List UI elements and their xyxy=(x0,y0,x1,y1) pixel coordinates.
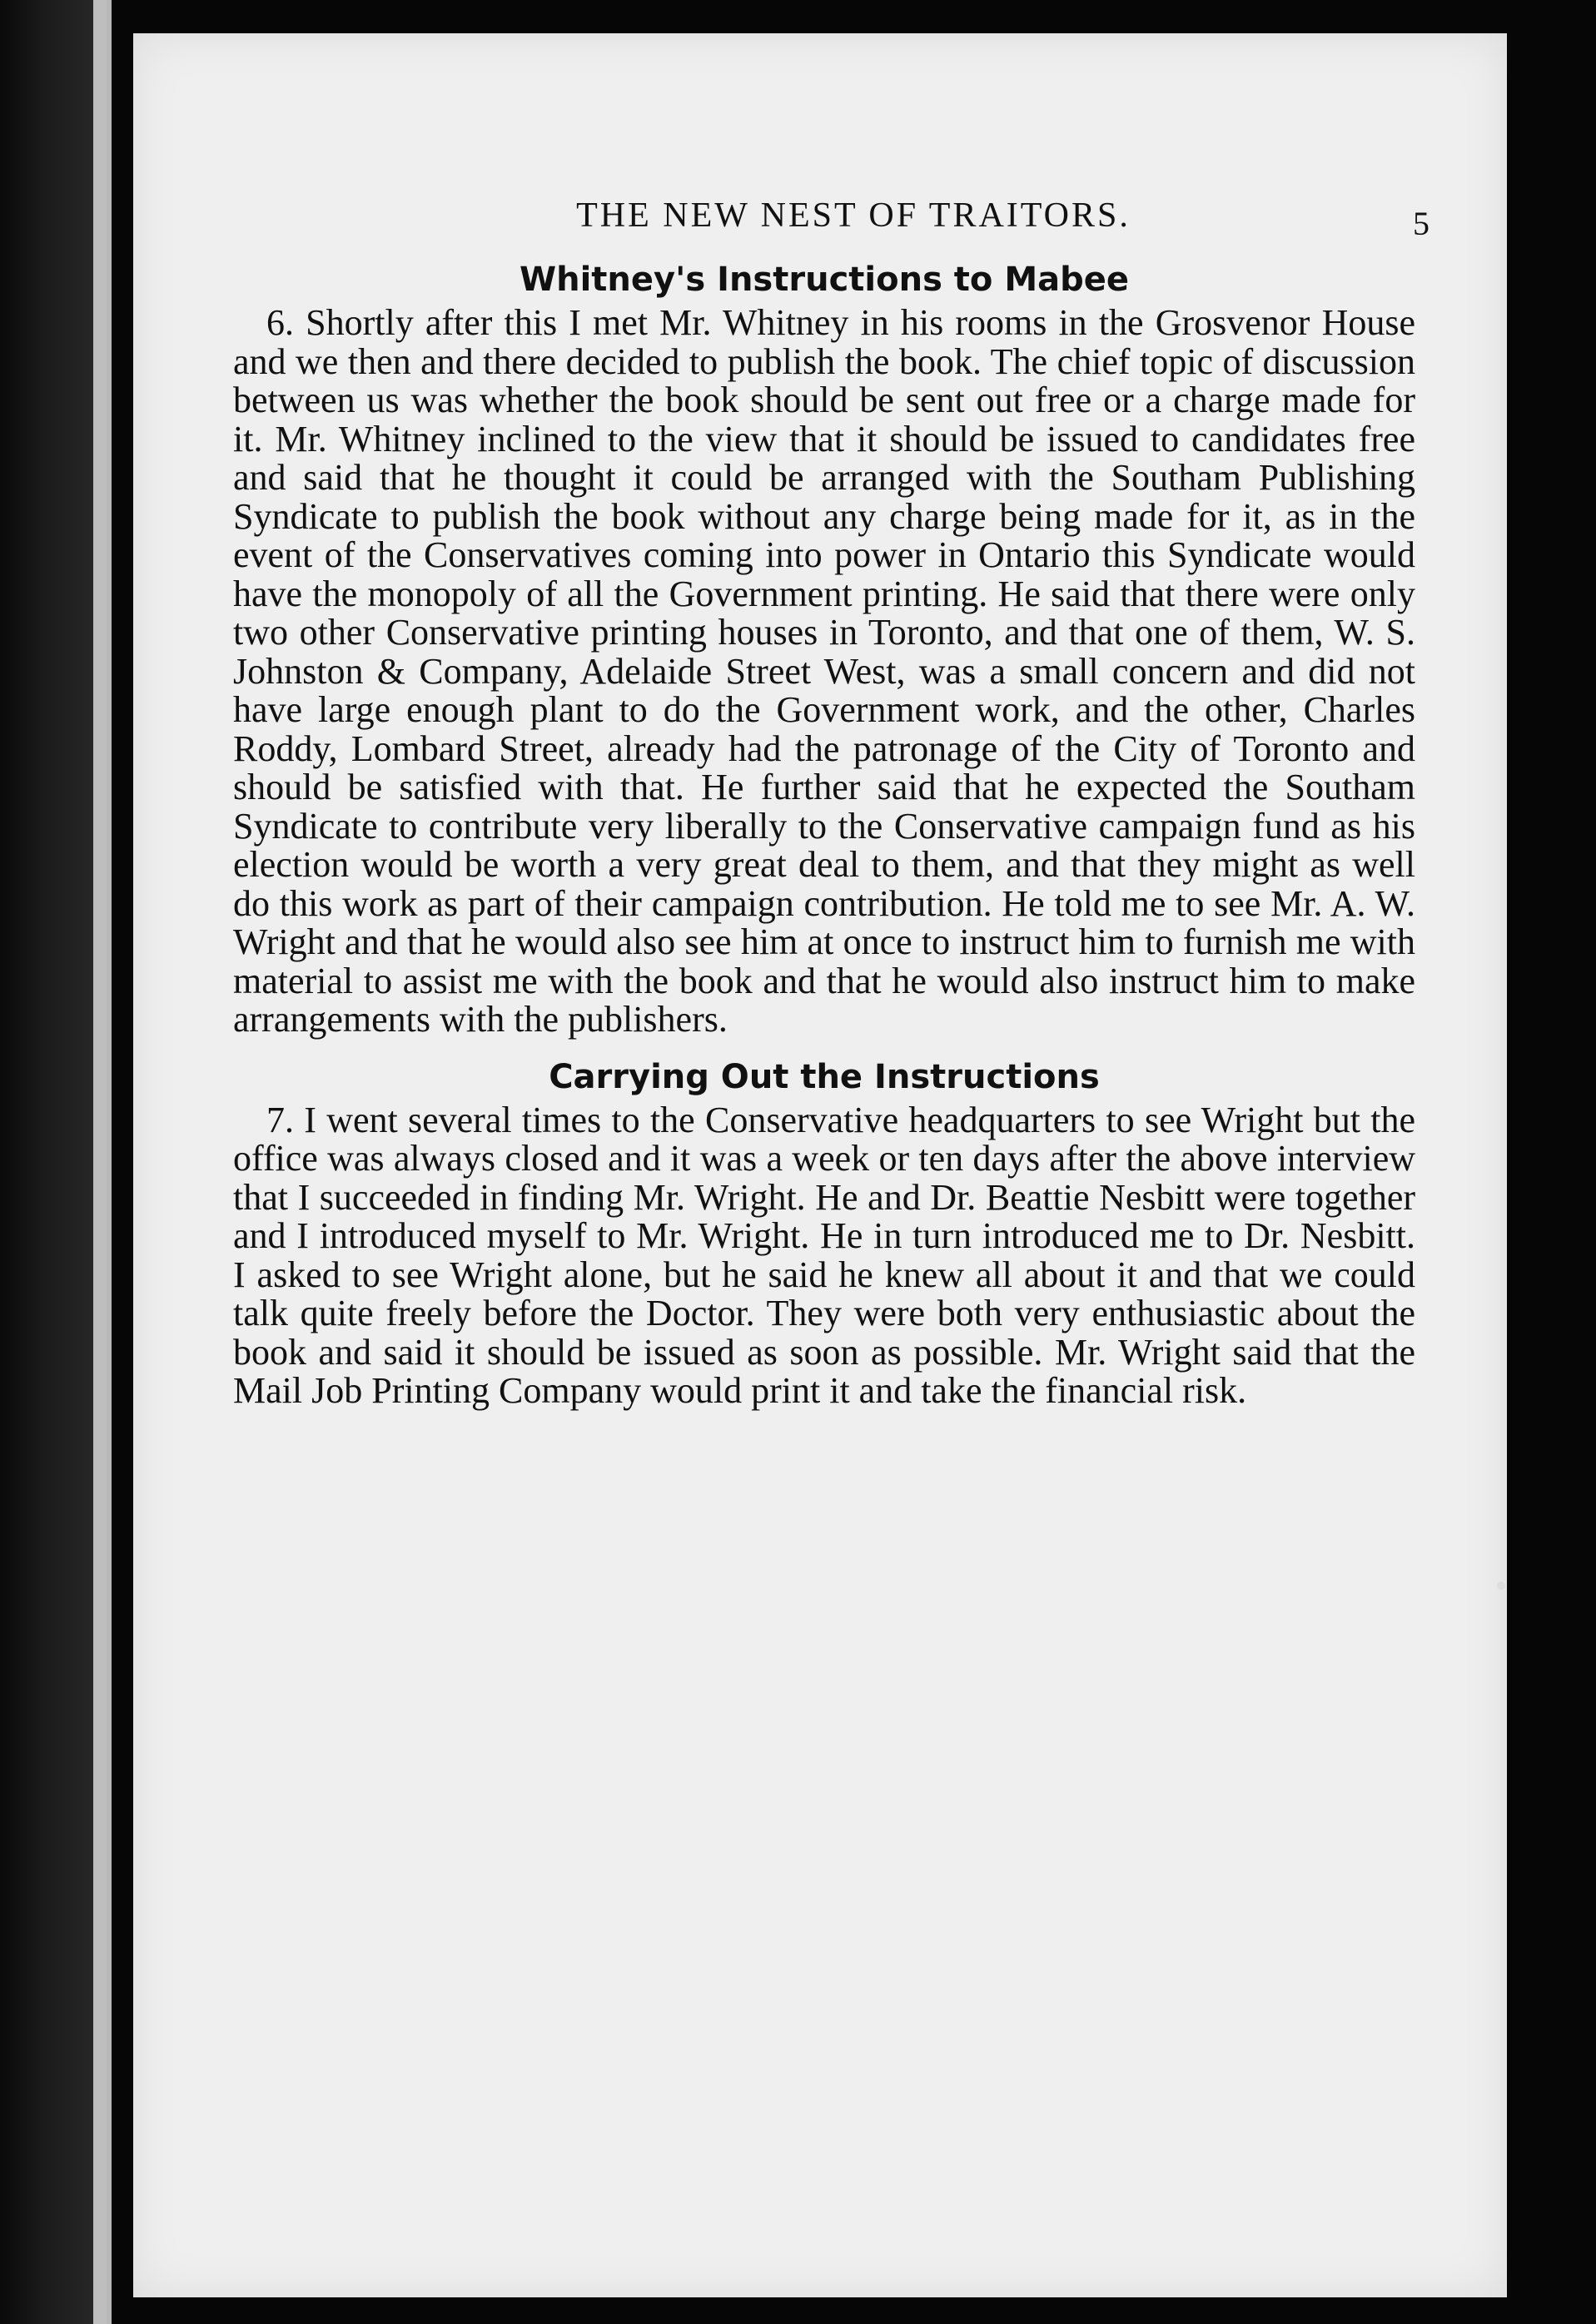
page-fold-strip xyxy=(93,0,112,2324)
book-page xyxy=(133,33,1507,2297)
running-header xyxy=(233,196,1432,254)
adjacent-page-edge xyxy=(0,0,107,2324)
running-title: THE NEW NEST OF TRAITORS. xyxy=(576,196,1131,235)
section-heading-carrying-out: Carrying Out the Instructions xyxy=(549,1057,1100,1096)
page-content xyxy=(233,196,1432,1411)
paragraph-7: 7. I went several times to the Conservative headquarters to see Wright but the office was always closed and it was a week or ten days after the above interview that I succeeded in finding Mr. Wright. He and Dr. Beattie Nesbitt were together and I introduced myself to Mr. Wright. He in turn introduced me to Dr. Nesbitt. I asked to see Wright alone, but he said he knew all about it and that we could talk quite freely before the Doctor. They were both very enthusiastic about the book and said it should be issued as soon as possible. Mr. Wright said that the Mail Job Printing Company would print it and take the financial risk. xyxy=(233,1099,1415,1411)
page-number: 5 xyxy=(1413,205,1432,242)
scan-speck xyxy=(1497,1582,1505,1590)
section-heading-whitneys-instructions: Whitney's Instructions to Mabee xyxy=(519,261,1130,299)
section-spacer xyxy=(233,1040,1415,1051)
paragraph-6: 6. Shortly after this I met Mr. Whitney in his rooms in the Grosvenor House and we then and there decided to publish the book. The chief topic of discussion between us was whether the book should be sent out free or a charge made for it. Mr. Whitney inclined to the view that it should be issued to candidates free and said that he thought it could be arranged with the Southam Publishing Syndicate to publish the book without any charge being made for it, as in the event of the Conservatives coming into power in Ontario this Syndicate would have the monopoly of all the Government printing. He said that there were only two other Conservative printing houses in Toronto, and that one of them, W. S. Johnston & Company, Adelaide Street West, was a small concern and did not have large enough plant to do the Government work, and the other, Charles Roddy, Lombard Street, already had the patronage of the City of Toronto and should be satisfied with that. He further said that he expected the Southam Syndicate to contribute very liberally to the Conservative campaign fund as his election would be worth a very great deal to them, and that they might as well do this work as part of their campaign contribution. He told me to see Mr. A. W. Wright and that he would also see him at once to instruct him to furnish me with material to assist me with the book and that he would also instruct him to make arrangements with the publishers. xyxy=(233,302,1415,1040)
